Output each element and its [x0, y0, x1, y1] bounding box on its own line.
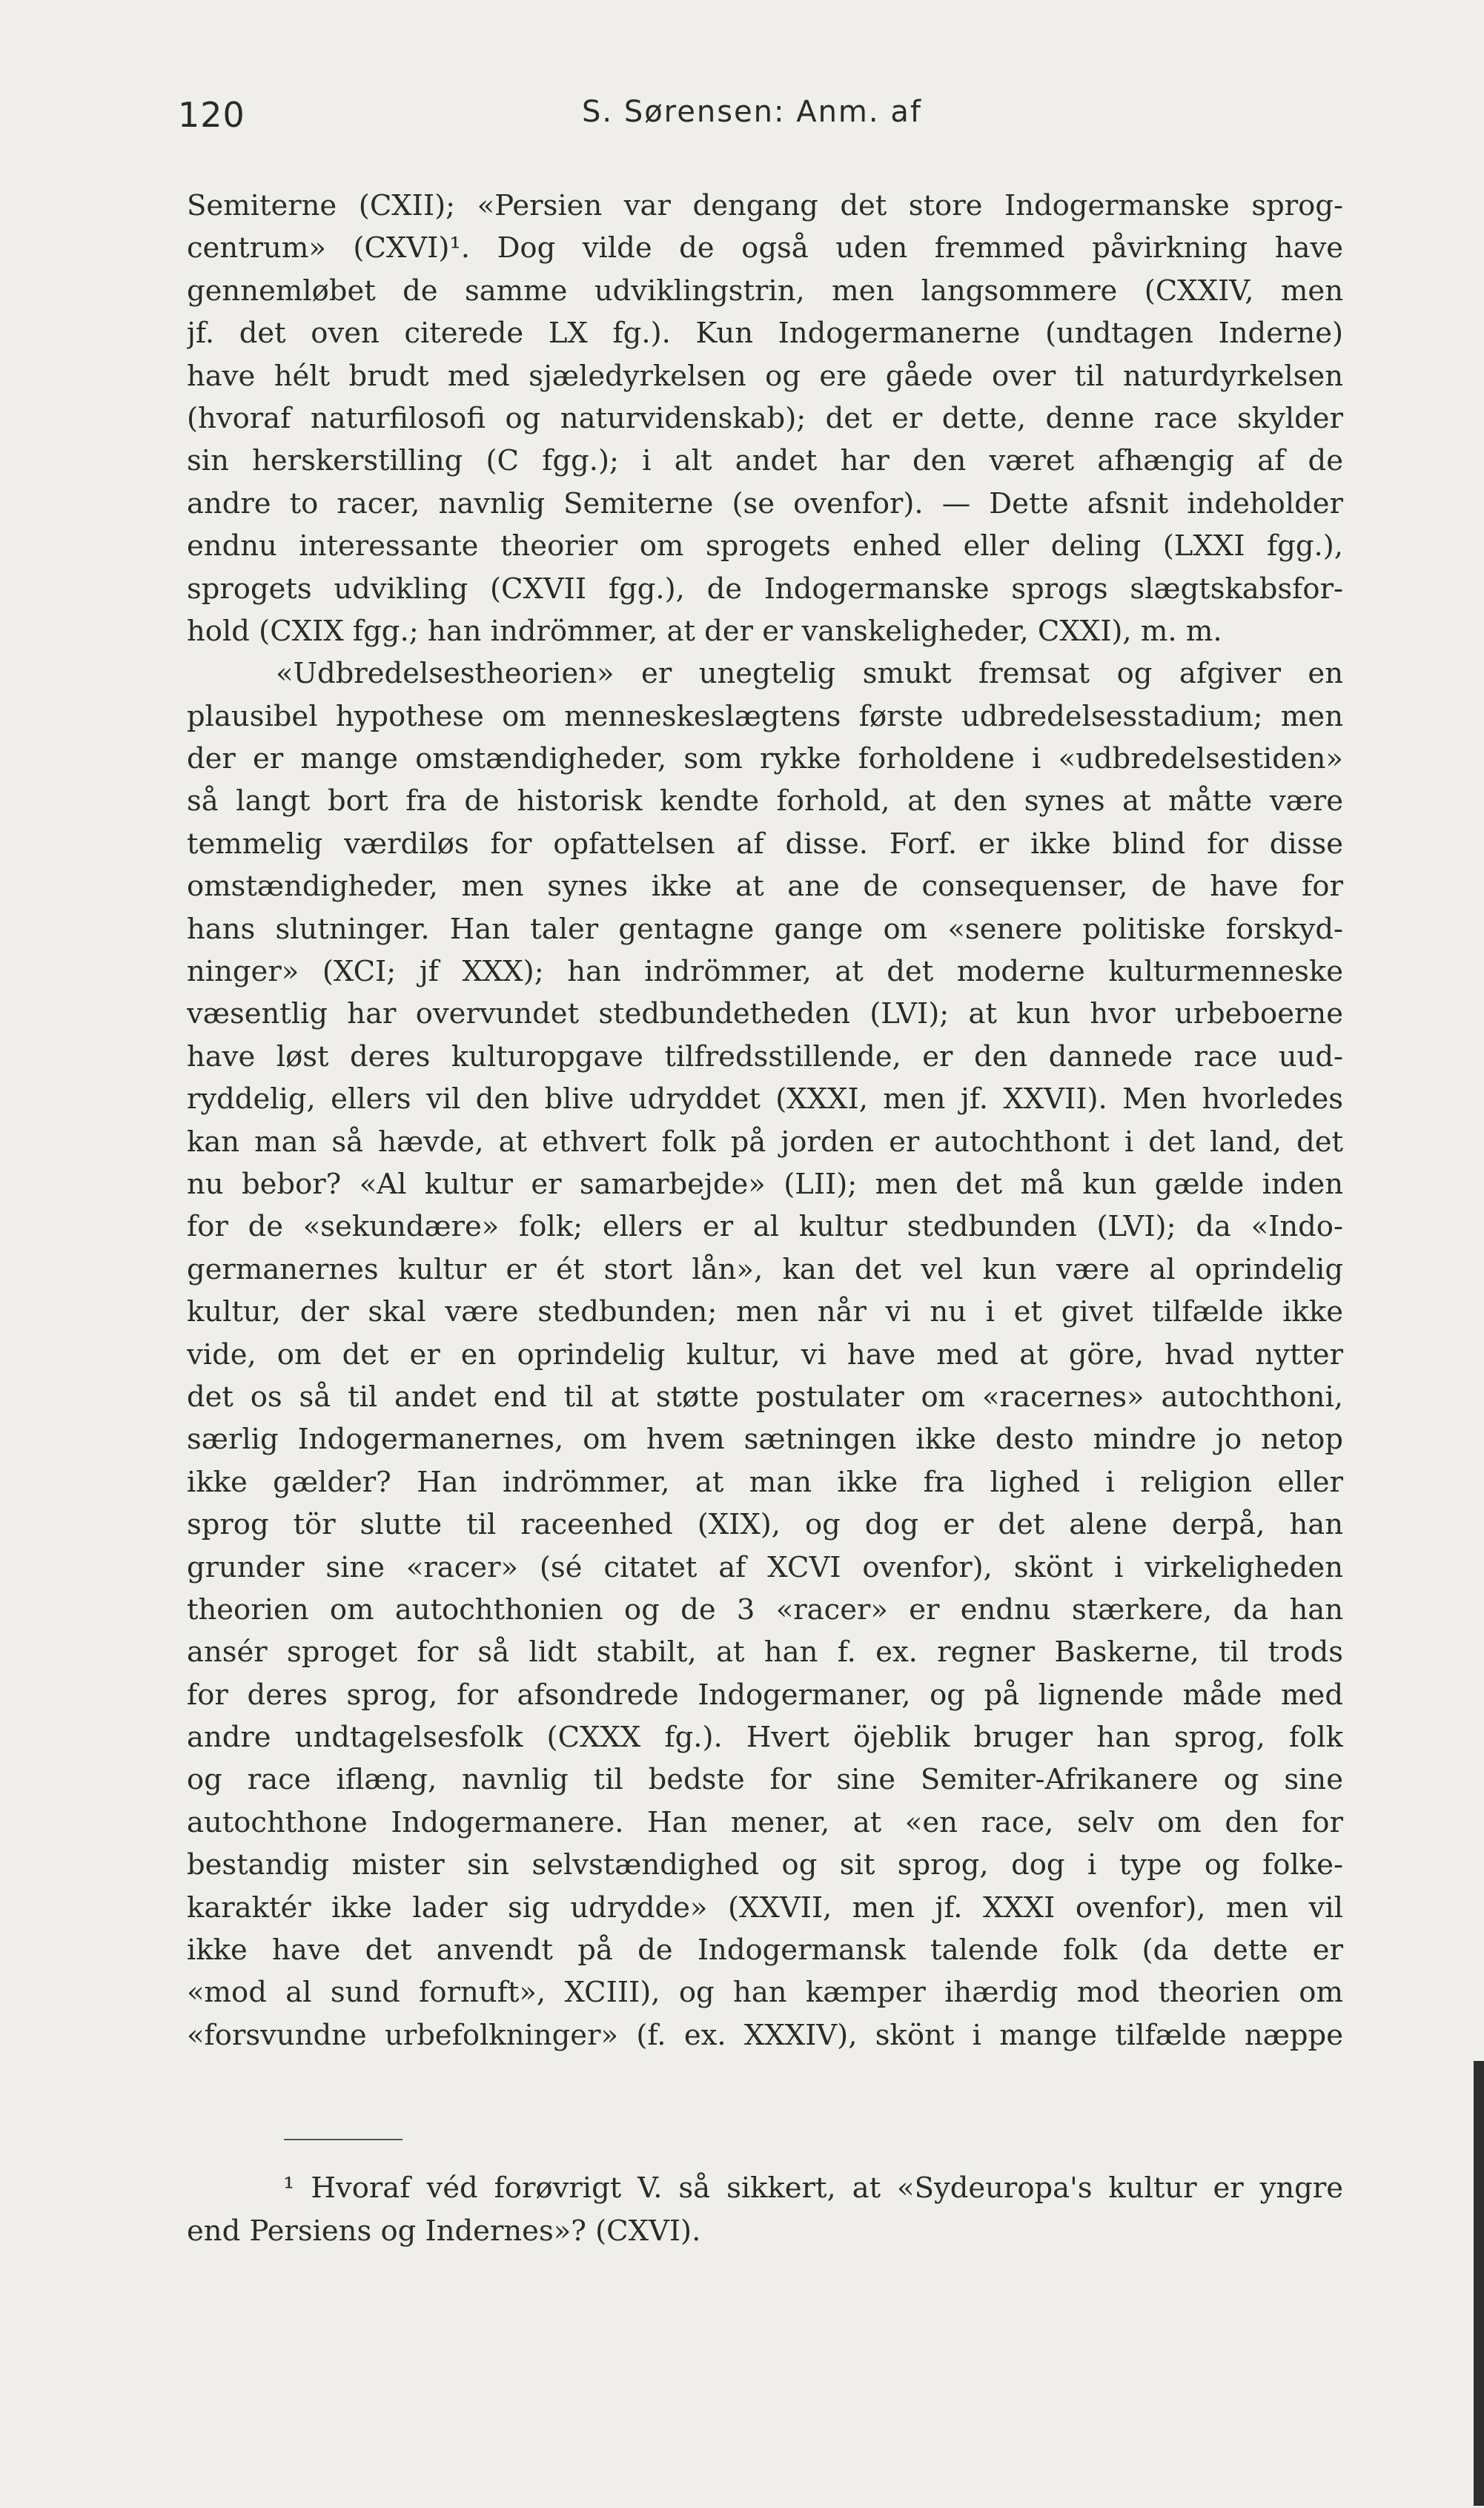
footnote-rule — [284, 2139, 403, 2140]
text-line: hans slutninger. Han taler gentagne gange om «senere politiske forskyd- — [187, 912, 1343, 946]
text-line: jf. det oven citerede LX fg.). Kun Indogermanerne (undtagen Inderne) — [187, 317, 1343, 351]
text-line: endnu interessante theorier om sprogets enhed eller deling (LXXI fgg.), — [187, 529, 1343, 563]
text-line: det os så til andet end til at støtte postulater om «racernes» autochthoni, — [187, 1380, 1343, 1414]
footnote-line: end Persiens og Indernes»? (CXVI). — [187, 2214, 701, 2248]
page-number: 120 — [178, 95, 245, 135]
text-line: «forsvundne urbefolkninger» (f. ex. XXXIV), skönt i mange tilfælde næppe — [187, 2018, 1343, 2052]
text-line: plausibel hypothese om menneskeslægtens første udbredelsesstadium; men — [187, 699, 1343, 733]
text-line: ikke gælder? Han indrömmer, at man ikke fra lighed i religion eller — [187, 1465, 1343, 1499]
text-line: ikke have det anvendt på de Indogermansk talende folk (da dette er — [187, 1933, 1343, 1968]
text-line: sin herskerstilling (C fgg.); i alt andet har den været afhængig af de — [187, 444, 1343, 478]
text-line: så langt bort fra de historisk kendte forhold, at den synes at måtte være — [187, 784, 1343, 818]
text-line: «mod al sund fornuft», XCIII), og han kæmper ihærdig mod theorien om — [187, 1976, 1343, 2010]
text-line: bestandig mister sin selvstændighed og sit sprog, dog i type og folke- — [187, 1848, 1343, 1882]
text-line: centrum» (CXVI)¹. Dog vilde de også uden fremmed påvirkning have — [187, 231, 1343, 265]
page-header — [178, 95, 1342, 147]
text-line: (hvoraf naturfilosofi og naturvidenskab); det er dette, denne race skylder — [187, 401, 1343, 435]
text-line: vide, om det er en oprindelig kultur, vi have med at göre, hvad nytter — [187, 1337, 1343, 1372]
running-head: S. Sørensen: Anm. af — [582, 95, 922, 129]
footnote — [187, 2167, 1343, 2253]
footnote-line: ¹ Hvoraf véd forøvrigt V. så sikkert, at «Sydeuropa's kultur er yngre — [283, 2171, 1343, 2205]
text-line: der er mange omstændigheder, som rykke forholdene i «udbredelsestiden» — [187, 742, 1343, 776]
text-line: nu bebor? «Al kultur er samarbejde» (LII); men det må kun gælde inden — [187, 1167, 1343, 1201]
text-line: væsentlig har overvundet stedbundetheden (LVI); at kun hvor urbeboerne — [187, 997, 1343, 1031]
text-line: andre undtagelsesfolk (CXXX fg.). Hvert öjeblik bruger han sprog, folk — [187, 1721, 1343, 1755]
text-line: andre to racer, navnlig Semiterne (se ovenfor). — Dette afsnit indeholder — [187, 486, 1343, 520]
text-line: gennemløbet de samme udviklingstrin, men langsommere (CXXIV, men — [187, 274, 1343, 308]
text-line: hold (CXIX fgg.; han indrömmer, at der er vanskeligheder, CXXI), m. m. — [187, 614, 1222, 648]
text-line: karaktér ikke lader sig udrydde» (XXVII, men jf. XXXI ovenfor), men vil — [187, 1890, 1343, 1925]
text-line: ansér sproget for så lidt stabilt, at han f. ex. regner Baskerne, til trods — [187, 1635, 1343, 1670]
text-line: særlig Indogermanernes, om hvem sætningen ikke desto mindre jo netop — [187, 1423, 1343, 1457]
text-line: for de «sekundære» folk; ellers er al kultur stedbunden (LVI); da «Indo- — [187, 1210, 1343, 1244]
text-line: autochthone Indogermanere. Han mener, at «en race, selv om den for — [187, 1805, 1343, 1839]
body-text — [187, 185, 1343, 2057]
text-line: og race iflæng, navnlig til bedste for sine Semiter-Afrikanere og sine — [187, 1763, 1343, 1797]
text-line: «Udbredelsestheorien» er unegtelig smukt fremsat og afgiver en — [276, 657, 1343, 691]
text-line: temmelig værdiløs for opfattelsen af disse. Forf. er ikke blind for disse — [187, 827, 1343, 861]
text-line: omstændigheder, men synes ikke at ane de consequenser, de have for — [187, 870, 1343, 904]
text-line: sprogets udvikling (CXVII fgg.), de Indogermanske sprogs slægtskabsfor- — [187, 572, 1343, 606]
text-line: ninger» (XCI; jf XXX); han indrömmer, at det moderne kulturmenneske — [187, 955, 1343, 989]
text-line: grunder sine «racer» (sé citatet af XCVI ovenfor), skönt i virkeligheden — [187, 1550, 1343, 1584]
text-line: kultur, der skal være stedbunden; men når vi nu i et givet tilfælde ikke — [187, 1295, 1343, 1329]
text-line: theorien om autochthonien og de 3 «racer» er endnu stærkere, da han — [187, 1592, 1343, 1627]
scan-edge — [1474, 2061, 1484, 2506]
text-line: have løst deres kulturopgave tilfredsstillende, er den dannede race uud- — [187, 1039, 1343, 1073]
text-line: kan man så hævde, at ethvert folk på jorden er autochthont i det land, det — [187, 1125, 1343, 1159]
text-line: for deres sprog, for afsondrede Indogermaner, og på lignende måde med — [187, 1678, 1343, 1712]
text-line: Semiterne (CXII); «Persien var dengang det store Indogermanske sprog- — [187, 189, 1343, 222]
text-line: sprog tör slutte til raceenhed (XIX), og dog er det alene derpå, han — [187, 1508, 1343, 1542]
text-line: germanernes kultur er ét stort lån», kan det vel kun være al oprindelig — [187, 1252, 1343, 1286]
text-line: have hélt brudt med sjæledyrkelsen og ere gåede over til naturdyrkelsen — [187, 359, 1343, 393]
text-line: ryddelig, ellers vil den blive udryddet (XXXI, men jf. XXVII). Men hvorledes — [187, 1082, 1343, 1116]
